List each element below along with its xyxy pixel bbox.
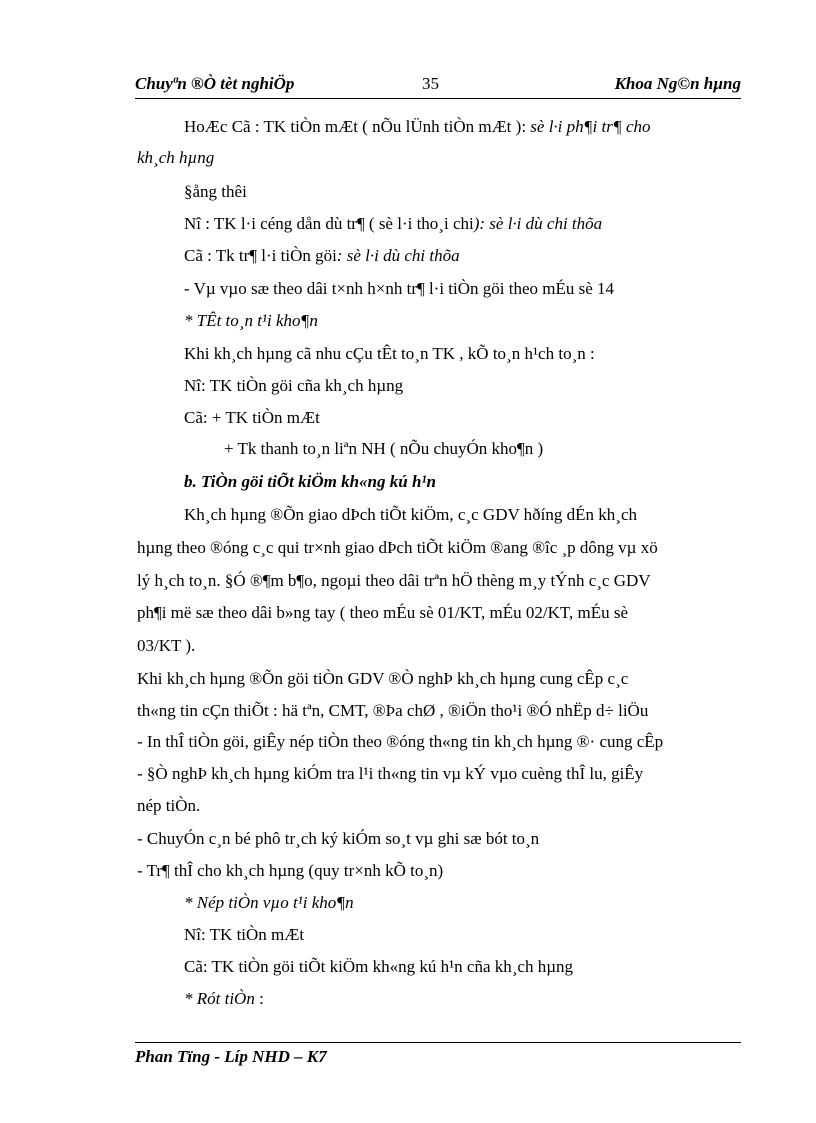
body-line: lý h¸ch to¸n. §Ó ®¶m b¶o, ngoµi theo dâi trªn hÖ thèng m¸y tÝnh c¸c GDV: [137, 571, 651, 590]
header-faculty: Khoa Ng©n hµng: [614, 74, 741, 93]
body-line: Khi kh¸ch hµng cã nhu cÇu tÊt to¸n TK , kÕ to¸n h¹ch to¸n :: [184, 344, 595, 363]
body-line: Kh¸ch hµng ®Õn giao dÞch tiÕt kiÖm, c¸c GDV hðíng dÉn kh¸ch: [184, 505, 637, 524]
body-line: 03/KT ).: [137, 636, 196, 655]
body-line: - §Ò nghÞ kh¸ch hµng kiÓm tra l¹i th«ng tin vµ kÝ vµo cuèng thÎ lu, giÊy: [137, 764, 644, 783]
line-italic-text: sè l·i ph¶i tr¶ cho: [526, 117, 651, 136]
line-italic-text: ): sè l·i dù chi thõa: [473, 214, 603, 233]
body-line: Nî: TK tiÒn göi cña kh¸ch hµng: [184, 376, 404, 395]
body-line: [184, 244, 460, 268]
body-line: [184, 115, 651, 139]
line-text: HoÆc Cã : TK tiÒn mÆt ( nÕu lÜnh tiÒn mÆt ):: [184, 117, 527, 136]
body-line: kh¸ch hµng: [137, 148, 215, 167]
body-line: Nî: TK tiÒn mÆt: [184, 925, 305, 944]
body-line: * Nép tiÒn vµo t¹i kho¶n: [184, 893, 354, 912]
body-line: - Vµ vµo sæ theo dâi t×nh h×nh tr¶ l·i tiÒn göi theo mÉu sè 14: [184, 279, 615, 298]
body-line: Khi kh¸ch hµng ®Õn göi tiÒn GDV ®Ò nghÞ kh¸ch hµng cung cÊp c¸c: [137, 669, 629, 688]
body-line: nép tiÒn.: [137, 796, 201, 815]
body-line: §ång thêi: [184, 182, 247, 201]
body-line: + Tk thanh to¸n liªn NH ( nÕu chuyÓn kho¶n ): [224, 439, 544, 458]
body-line: - In thÎ tiÒn göi, giÊy nép tiÒn theo ®óng th«ng tin kh¸ch hµng ®· cung cÊp: [137, 732, 664, 751]
line-italic-text: : sè l·i dù chi thõa: [336, 246, 460, 265]
line-italic-text: * Rót tiÒn: [184, 989, 255, 1008]
body-line: ph¶i më sæ theo dâi b»ng tay ( theo mÉu sè 01/KT, mÉu 02/KT, mÉu sè: [137, 603, 629, 622]
line-text: Nî : TK l·i céng dån dù tr¶ ( sè l·i tho¸i chi: [184, 214, 474, 233]
footer-divider: [135, 1042, 741, 1043]
body-line: hµng theo ®óng c¸c qui tr×nh giao dÞch tiÕt kiÖm ®ang ®îc ¸p dông vµ xö: [137, 538, 658, 557]
line-text: Cã : Tk tr¶ l·i tiÒn göi: [184, 246, 337, 265]
body-line: - ChuyÓn c¸n bé phô tr¸ch ký kiÓm so¸t vµ ghi sæ bót to¸n: [137, 829, 540, 848]
body-line: - Tr¶ thÎ cho kh¸ch hµng (quy tr×nh kÕ to¸n): [137, 861, 444, 880]
body-line: [184, 212, 602, 236]
page-number: 35: [422, 74, 439, 93]
page-header: [135, 74, 741, 99]
body-line: * TÊt to¸n t¹i kho¶n: [184, 311, 318, 330]
page-footer: Phan Tïng - Líp NHD – K7: [135, 1047, 327, 1066]
body-line: Cã: TK tiÒn göi tiÕt kiÖm kh«ng kú h¹n cña kh¸ch hµng: [184, 957, 574, 976]
body-line: Cã: + TK tiÒn mÆt: [184, 408, 320, 427]
header-thesis-title: Chuyªn ®Ò tèt nghiÖp: [135, 74, 295, 93]
section-heading: b. TiÒn göi tiÕt kiÖm kh«ng kú h¹n: [184, 472, 436, 491]
body-line: th«ng tin cÇn thiÕt : hä tªn, CMT, ®Þa chØ , ®iÖn tho¹i ®Ó nhËp d÷ liÖu: [137, 701, 649, 720]
body-line: [184, 987, 264, 1011]
line-text: :: [254, 989, 264, 1008]
